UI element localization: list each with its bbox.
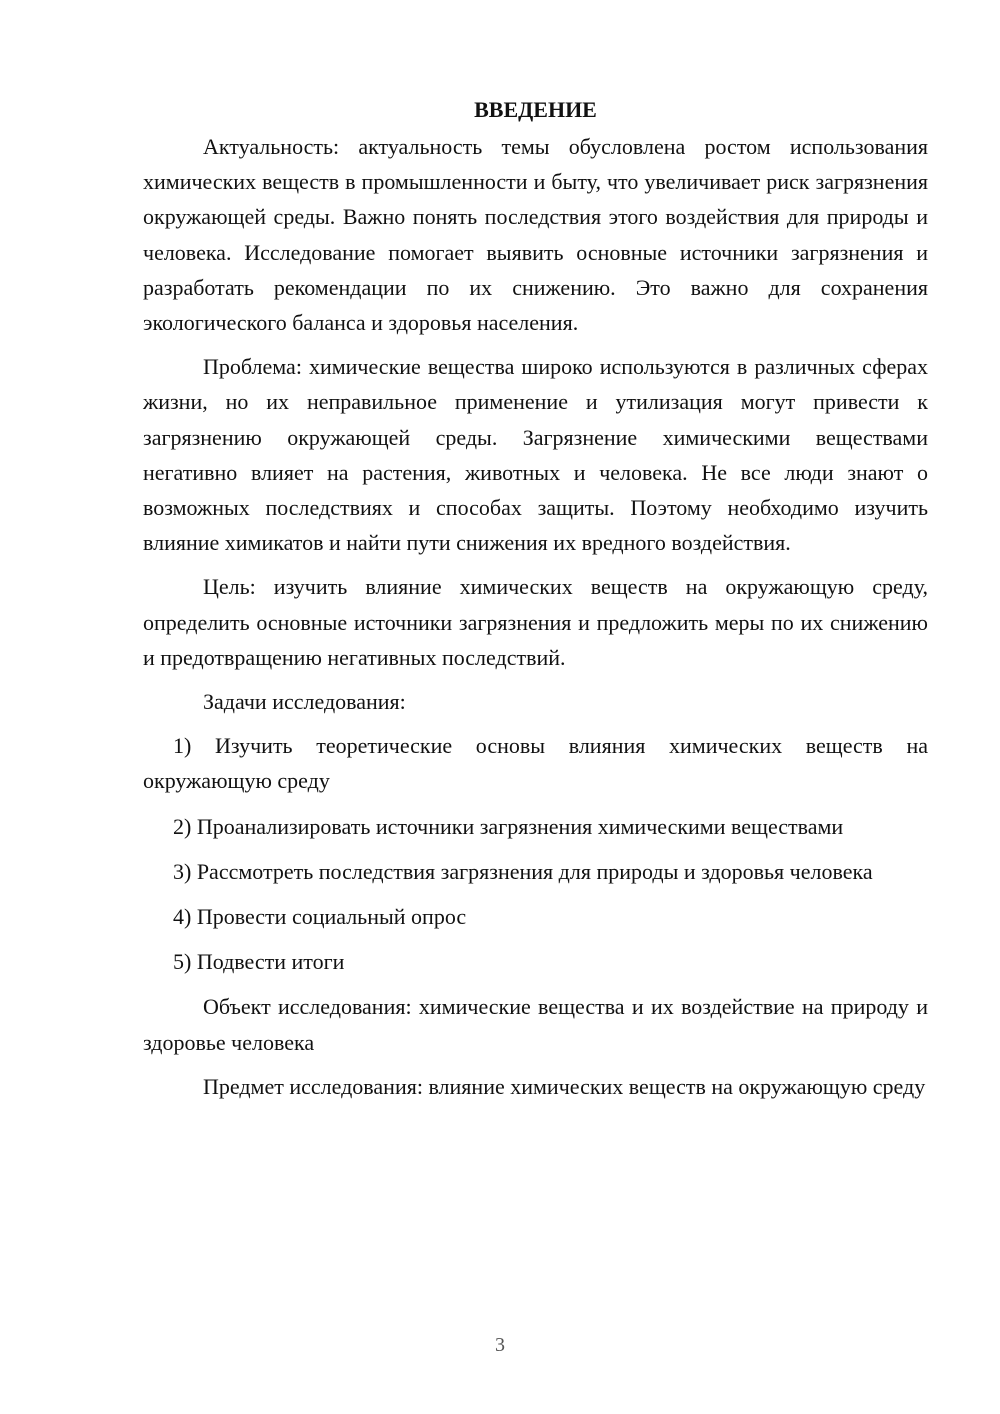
task-item-4: 4) Провести социальный опрос [173,904,467,930]
task-item-1: 1) Изучить теоретические основы влияния химических веществ на окружающую среду [143,733,928,794]
task-item-3: 3) Рассмотреть последствия загрязнения для природы и здоровья человека [173,858,873,884]
task-item-5: 5) Подвести итоги [173,949,345,975]
object-paragraph: Объект исследования: химические вещества и их воздействие на природу и здоровье человека [143,994,928,1055]
tasks-heading: Задачи исследования: [203,689,406,715]
problem-paragraph: Проблема: химические вещества широко используются в различных сферах жизни, но их неправильное применение и утилизация могут привести к загрязнению окружающей среды. Загрязнение химическими веществами негативно влияет на растения, животных и человека. Не все люди знают о возможных последствиях и способах защиты. Поэтому необходимо изучить влияние химикатов и найти пути снижения их вредного воздействия. [143,354,928,556]
goal-paragraph: Цель: изучить влияние химических веществ на окружающую среду, определить основные источники загрязнения и предложить меры по их снижению и предотвращению негативных последствий. [143,574,928,670]
page-number: 3 [495,1334,505,1356]
document-page [143,92,928,1113]
relevance-paragraph: Актуальность: актуальность темы обусловлена ростом использования химических веществ в промышленности и быту, что увеличивает риск загрязнения окружающей среды. Важно понять последствия этого воздействия для природы и человека. Исследование помогает выявить основные источники загрязнения и разработать рекомендации по их снижению. Это важно для сохранения экологического баланса и здоровья населения. [143,134,928,336]
subject-paragraph: Предмет исследования: влияние химических веществ на окружающую среду [203,1073,926,1099]
section-heading: ВВЕДЕНИЕ [474,97,597,122]
task-item-2: 2) Проанализировать источники загрязнения химическими веществами [173,813,844,839]
